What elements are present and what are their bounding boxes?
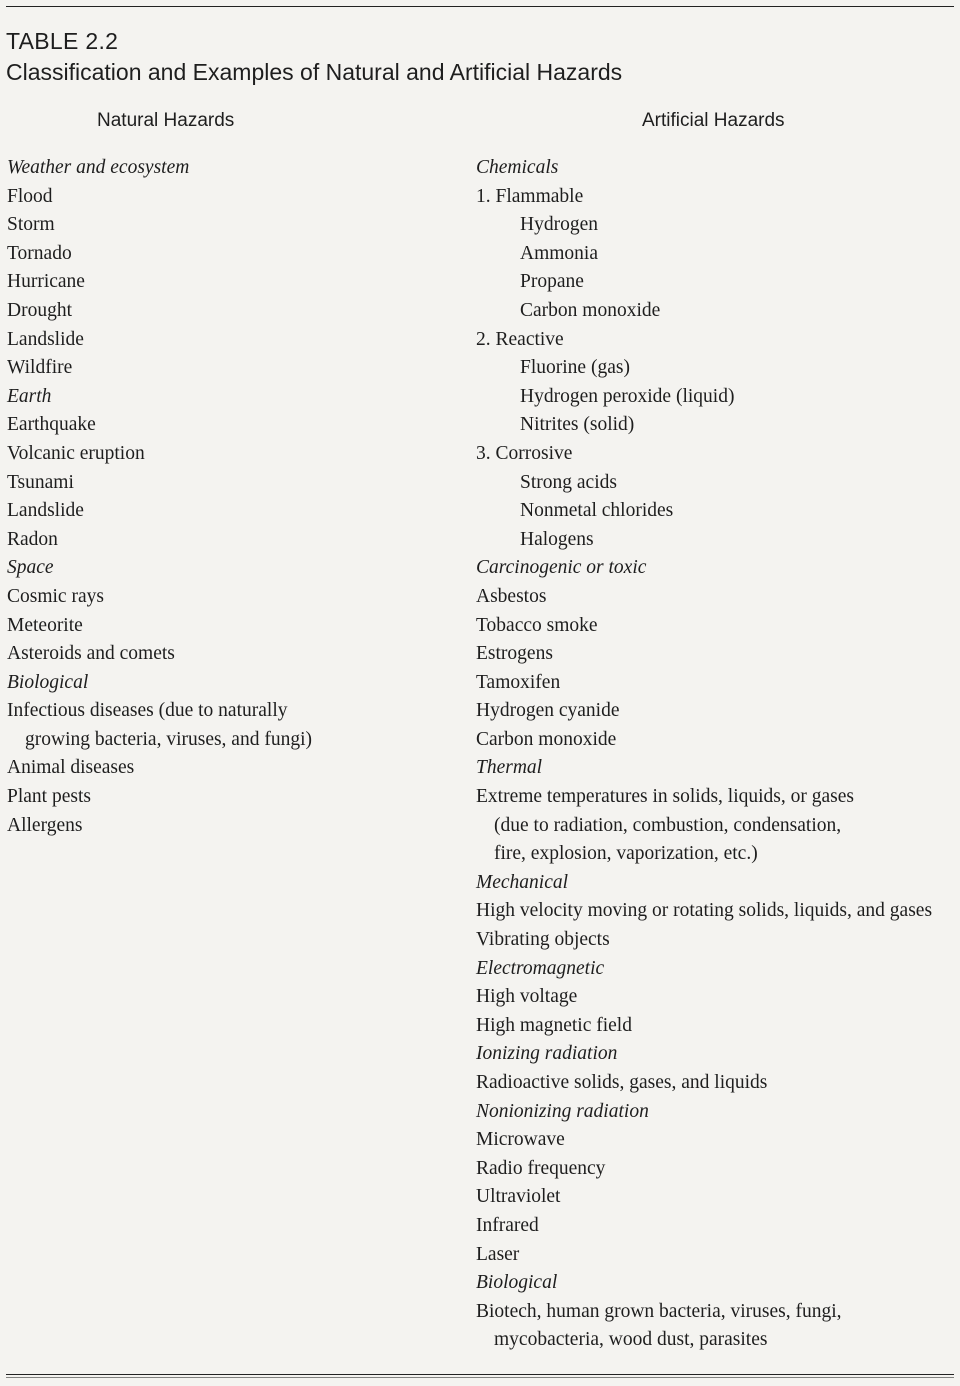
hazard-item: Infrared <box>476 1214 539 1236</box>
hazard-item: Propane <box>520 271 584 293</box>
artificial-hazards-list <box>476 154 956 1355</box>
hazard-item: Biotech, human grown bacteria, viruses, fungi, <box>476 1300 842 1322</box>
hazard-item: Infectious diseases (due to naturally <box>7 700 288 722</box>
hazard-item: Hydrogen cyanide <box>476 700 620 722</box>
hazard-item: Laser <box>476 1243 520 1265</box>
hazard-item: mycobacteria, wood dust, parasites <box>494 1329 768 1351</box>
natural-hazards-list <box>7 154 447 840</box>
hazard-item: Nitrites (solid) <box>520 414 635 436</box>
category-heading: Space <box>7 557 54 579</box>
category-heading: Biological <box>476 1272 558 1294</box>
hazard-item: Microwave <box>476 1129 565 1151</box>
top-rule <box>6 6 954 7</box>
hazard-item: Animal diseases <box>7 757 135 779</box>
hazard-item: Hurricane <box>7 271 85 293</box>
hazard-item: Wildfire <box>7 357 73 379</box>
natural-hazards-header: Natural Hazards <box>97 110 235 131</box>
hazard-item: Extreme temperatures in solids, liquids, or gases <box>476 786 855 808</box>
category-heading: Ionizing radiation <box>476 1043 618 1065</box>
category-heading: Biological <box>7 671 89 693</box>
hazard-item: Vibrating objects <box>476 929 610 951</box>
category-heading: Weather and ecosystem <box>7 157 190 178</box>
category-heading: Electromagnetic <box>476 957 605 979</box>
hazard-item: Ultraviolet <box>476 1186 561 1208</box>
hazard-item: High voltage <box>476 986 578 1008</box>
hazard-item: Radioactive solids, gases, and liquids <box>476 1072 768 1093</box>
hazard-item: Strong acids <box>520 471 617 493</box>
table-number: TABLE 2.2 <box>6 28 119 54</box>
hazard-item: Tobacco smoke <box>476 614 598 636</box>
hazard-item: Earthquake <box>7 414 96 436</box>
category-heading: Chemicals <box>476 157 559 178</box>
hazard-item: Estrogens <box>476 643 553 665</box>
hazard-item: Radio frequency <box>476 1157 606 1179</box>
hazard-item: Carbon monoxide <box>476 728 617 750</box>
hazard-item: Storm <box>7 214 55 236</box>
hazard-item: Radon <box>7 528 58 550</box>
hazard-item: Nonmetal chlorides <box>520 500 674 522</box>
hazard-item: Tornado <box>7 242 72 264</box>
hazard-item: Halogens <box>520 528 594 550</box>
hazard-item: Tsunami <box>7 471 74 493</box>
category-heading: Nonionizing radiation <box>476 1100 649 1122</box>
hazard-item: Volcanic eruption <box>7 442 145 464</box>
hazard-item: 1. Flammable <box>476 185 584 207</box>
hazard-item: High velocity moving or rotating solids, liquids, and gases <box>476 900 933 922</box>
table-title: Classification and Examples of Natural and Artificial Hazards <box>6 59 623 85</box>
hazard-item: Hydrogen <box>520 214 598 236</box>
bottom-rule <box>6 1374 954 1375</box>
hazard-item: Carbon monoxide <box>520 299 661 321</box>
hazard-item: Cosmic rays <box>7 585 104 607</box>
hazard-item: Plant pests <box>7 786 91 808</box>
hazard-item: Drought <box>7 299 72 321</box>
hazard-item: Asteroids and comets <box>7 643 175 665</box>
hazard-item: 2. Reactive <box>476 328 564 350</box>
hazard-item: Landslide <box>7 328 84 350</box>
hazard-item: fire, explosion, vaporization, etc.) <box>494 843 758 865</box>
category-heading: Carcinogenic or toxic <box>476 557 647 579</box>
bottom-rule-secondary <box>6 1377 954 1378</box>
hazard-item: Fluorine (gas) <box>520 357 630 379</box>
hazard-item: Flood <box>7 185 53 207</box>
hazard-item: Allergens <box>7 814 83 836</box>
category-heading: Thermal <box>476 757 543 779</box>
hazard-item: growing bacteria, viruses, and fungi) <box>25 728 312 750</box>
hazard-item: Landslide <box>7 500 84 522</box>
category-heading: Earth <box>7 385 52 407</box>
hazard-item: Hydrogen peroxide (liquid) <box>520 385 735 407</box>
hazard-item: Ammonia <box>520 242 598 264</box>
artificial-hazards-header: Artificial Hazards <box>642 110 785 131</box>
hazard-item: (due to radiation, combustion, condensation, <box>494 814 842 836</box>
hazard-item: Meteorite <box>7 614 83 636</box>
hazard-item: Asbestos <box>476 585 547 607</box>
category-heading: Mechanical <box>476 871 569 893</box>
hazard-item: Tamoxifen <box>476 671 561 693</box>
hazard-item: High magnetic field <box>476 1014 632 1036</box>
hazard-item: 3. Corrosive <box>476 442 573 464</box>
